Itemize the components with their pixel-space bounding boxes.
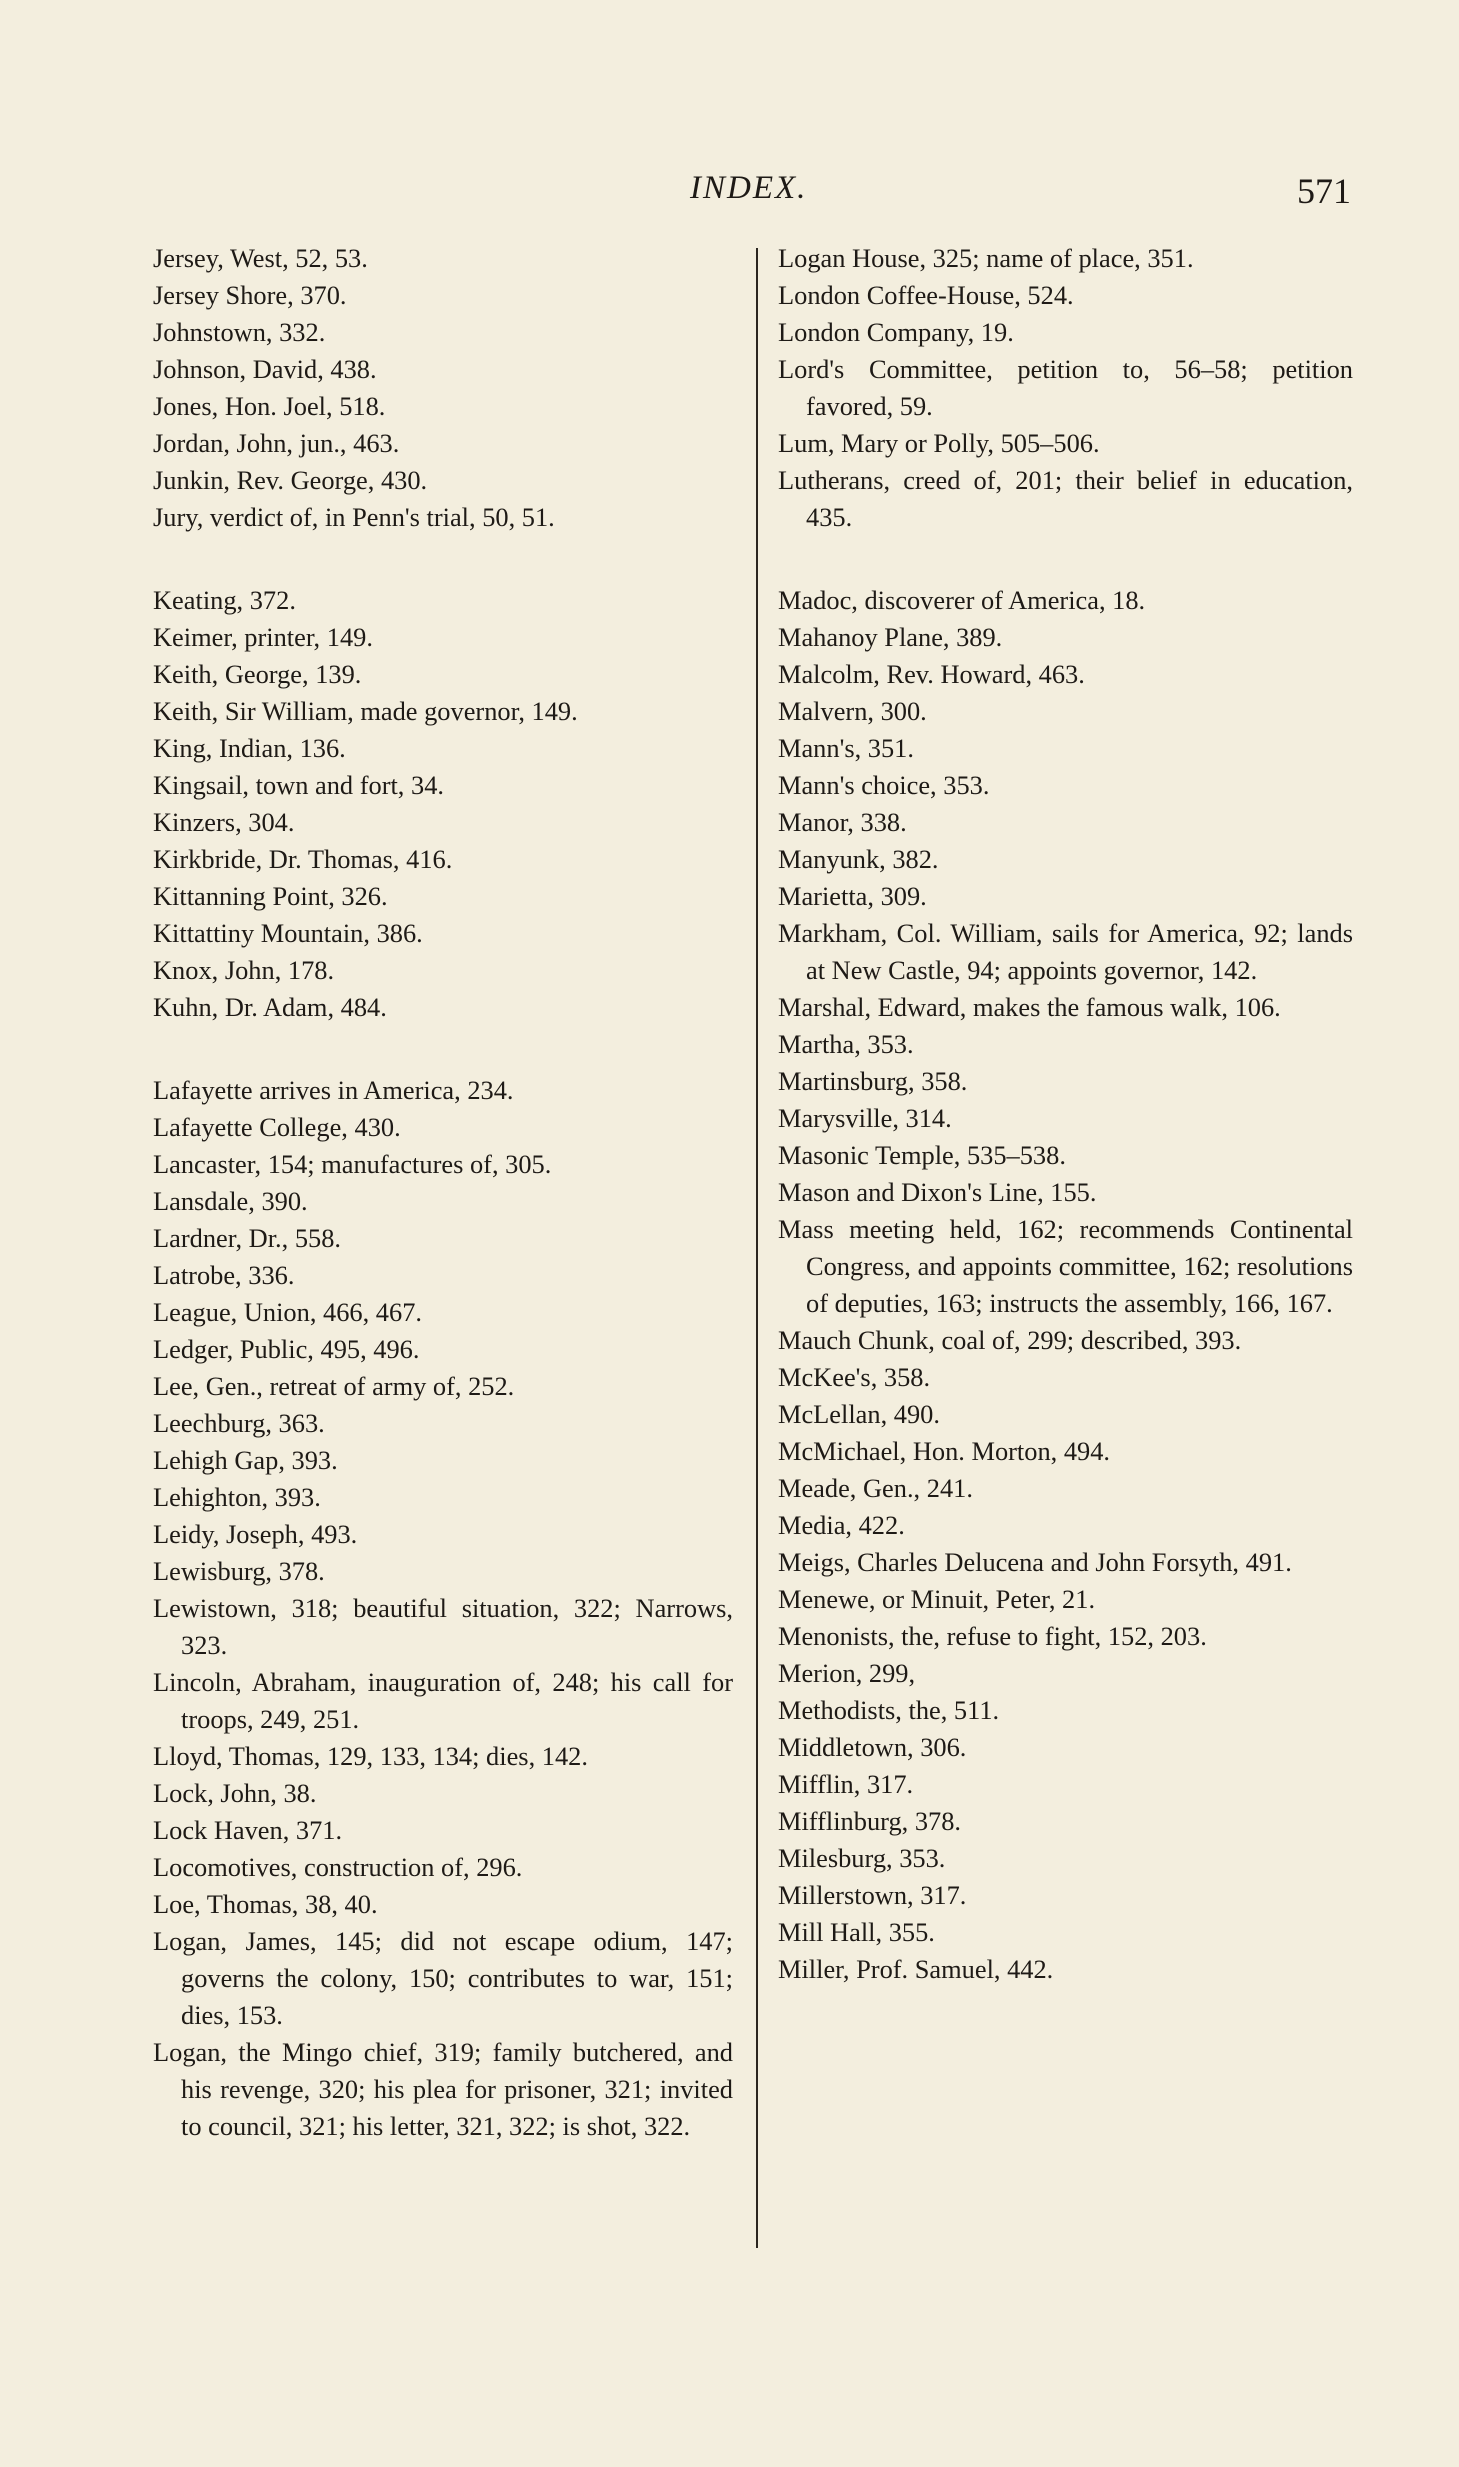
index-entry: Keith, Sir William, made governor, 149. bbox=[153, 696, 578, 726]
index-entry: Keating, 372. bbox=[153, 585, 296, 615]
index-entry: Keimer, printer, 149. bbox=[153, 622, 373, 652]
index-entry: Lum, Mary or Polly, 505–506. bbox=[778, 428, 1100, 458]
index-entry: Mahanoy Plane, 389. bbox=[778, 622, 1003, 652]
index-entry: Lehigh Gap, 393. bbox=[153, 1445, 338, 1475]
index-entry: Millerstown, 317. bbox=[778, 1880, 967, 1910]
index-entry: Lock Haven, 371. bbox=[153, 1815, 343, 1845]
index-entry: Lehighton, 393. bbox=[153, 1482, 321, 1512]
index-entry: Middletown, 306. bbox=[778, 1732, 967, 1762]
index-entry: Lincoln, Abraham, inauguration of, 248; his call for troops, 249, 251. bbox=[153, 1667, 733, 1734]
index-entry: Malvern, 300. bbox=[778, 696, 927, 726]
index-section bbox=[778, 582, 1353, 1988]
index-entry: Martha, 353. bbox=[778, 1029, 914, 1059]
index-entry: Mifflin, 317. bbox=[778, 1769, 914, 1799]
index-entry: Kuhn, Dr. Adam, 484. bbox=[153, 992, 387, 1022]
index-entry: Latrobe, 336. bbox=[153, 1260, 295, 1290]
index-entry: Jersey Shore, 370. bbox=[153, 280, 347, 310]
index-entry: Manor, 338. bbox=[778, 807, 907, 837]
index-entry: Malcolm, Rev. Howard, 463. bbox=[778, 659, 1085, 689]
index-entry: Martinsburg, 358. bbox=[778, 1066, 968, 1096]
index-entry: Locomotives, construction of, 296. bbox=[153, 1852, 523, 1882]
index-entry: Mifflinburg, 378. bbox=[778, 1806, 962, 1836]
index-entry: Mason and Dixon's Line, 155. bbox=[778, 1177, 1097, 1207]
index-entry: Johnson, David, 438. bbox=[153, 354, 377, 384]
index-entry: Miller, Prof. Samuel, 442. bbox=[778, 1954, 1054, 1984]
index-entry: Jordan, John, jun., 463. bbox=[153, 428, 400, 458]
index-entry: Lutherans, creed of, 201; their belief in education, 435. bbox=[778, 465, 1353, 532]
index-entry: Junkin, Rev. George, 430. bbox=[153, 465, 428, 495]
index-entry: Mann's choice, 353. bbox=[778, 770, 990, 800]
index-entry: Mill Hall, 355. bbox=[778, 1917, 935, 1947]
index-entry: Kinzers, 304. bbox=[153, 807, 295, 837]
index-entry: Markham, Col. William, sails for America, 92; lands at New Castle, 94; appoints governor, 142. bbox=[778, 918, 1353, 985]
index-entry: Logan, the Mingo chief, 319; family butchered, and his revenge, 320; his plea for prisoner, 321; invited to council, 321; his letter, 321, 322; is shot, 322. bbox=[153, 2037, 733, 2141]
index-entry: Masonic Temple, 535–538. bbox=[778, 1140, 1066, 1170]
index-entry: McLellan, 490. bbox=[778, 1399, 940, 1429]
index-entry: Mann's, 351. bbox=[778, 733, 914, 763]
index-entry: League, Union, 466, 467. bbox=[153, 1297, 422, 1327]
index-section bbox=[153, 582, 733, 1026]
index-entry: Johnstown, 332. bbox=[153, 317, 326, 347]
page-number: 571 bbox=[1297, 171, 1351, 211]
index-entry: Media, 422. bbox=[778, 1510, 905, 1540]
index-entry: Mauch Chunk, coal of, 299; described, 393. bbox=[778, 1325, 1242, 1355]
index-entry: Marshal, Edward, makes the famous walk, 106. bbox=[778, 992, 1281, 1022]
index-section bbox=[153, 240, 733, 536]
column-divider bbox=[756, 248, 758, 2248]
index-entry: Mass meeting held, 162; recommends Continental Congress, and appoints committee, 162; resolutions of deputies, 163; instructs the assembly, 166, 167. bbox=[778, 1214, 1353, 1318]
index-entry: Lancaster, 154; manufactures of, 305. bbox=[153, 1149, 552, 1179]
index-entry: Ledger, Public, 495, 496. bbox=[153, 1334, 420, 1364]
index-entry: Jones, Hon. Joel, 518. bbox=[153, 391, 386, 421]
index-entry: Marietta, 309. bbox=[778, 881, 927, 911]
index-entry: Lewistown, 318; beautiful situation, 322; Narrows, 323. bbox=[153, 1593, 733, 1660]
index-entry: Lewisburg, 378. bbox=[153, 1556, 325, 1586]
index-section bbox=[153, 1072, 733, 2145]
index-entry: London Company, 19. bbox=[778, 317, 1014, 347]
index-entry: Milesburg, 353. bbox=[778, 1843, 946, 1873]
index-entry: London Coffee-House, 524. bbox=[778, 280, 1074, 310]
index-entry: Methodists, the, 511. bbox=[778, 1695, 1000, 1725]
index-entry: Lord's Committee, petition to, 56–58; petition favored, 59. bbox=[778, 354, 1353, 421]
index-entry: Lloyd, Thomas, 129, 133, 134; dies, 142. bbox=[153, 1741, 588, 1771]
index-entry: Jury, verdict of, in Penn's trial, 50, 51. bbox=[153, 502, 555, 532]
index-entry: Kittanning Point, 326. bbox=[153, 881, 388, 911]
index-entry: Lafayette arrives in America, 234. bbox=[153, 1075, 514, 1105]
index-entry: Lardner, Dr., 558. bbox=[153, 1223, 342, 1253]
index-entry: Keith, George, 139. bbox=[153, 659, 362, 689]
index-entry: Knox, John, 178. bbox=[153, 955, 335, 985]
index-entry: Menewe, or Minuit, Peter, 21. bbox=[778, 1584, 1096, 1614]
index-entry: Kittattiny Mountain, 386. bbox=[153, 918, 423, 948]
index-entry: Loe, Thomas, 38, 40. bbox=[153, 1889, 378, 1919]
index-entry: Logan House, 325; name of place, 351. bbox=[778, 243, 1194, 273]
index-entry: Madoc, discoverer of America, 18. bbox=[778, 585, 1146, 615]
index-entry: Lock, John, 38. bbox=[153, 1778, 317, 1808]
index-entry: King, Indian, 136. bbox=[153, 733, 346, 763]
index-entry: Menonists, the, refuse to fight, 152, 203. bbox=[778, 1621, 1207, 1651]
index-entry: Lansdale, 390. bbox=[153, 1186, 308, 1216]
index-entry: Kingsail, town and fort, 34. bbox=[153, 770, 444, 800]
index-entry: Jersey, West, 52, 53. bbox=[153, 243, 368, 273]
index-entry: Meade, Gen., 241. bbox=[778, 1473, 973, 1503]
index-entry: McMichael, Hon. Morton, 494. bbox=[778, 1436, 1111, 1466]
running-title: INDEX. bbox=[690, 170, 808, 206]
index-entry: Merion, 299, bbox=[778, 1658, 916, 1688]
index-entry: Marysville, 314. bbox=[778, 1103, 952, 1133]
index-entry: Lafayette College, 430. bbox=[153, 1112, 401, 1142]
index-entry: Leechburg, 363. bbox=[153, 1408, 325, 1438]
index-column-left bbox=[153, 240, 733, 2191]
index-entry: Leidy, Joseph, 493. bbox=[153, 1519, 358, 1549]
index-column-right bbox=[778, 240, 1353, 2034]
index-entry: Logan, James, 145; did not escape odium, 147; governs the colony, 150; contributes to war, 151; dies, 153. bbox=[153, 1926, 733, 2030]
page-header bbox=[0, 170, 1459, 222]
index-entry: Lee, Gen., retreat of army of, 252. bbox=[153, 1371, 515, 1401]
index-section bbox=[778, 240, 1353, 536]
index-entry: Kirkbride, Dr. Thomas, 416. bbox=[153, 844, 453, 874]
index-entry: Manyunk, 382. bbox=[778, 844, 939, 874]
index-entry: Meigs, Charles Delucena and John Forsyth, 491. bbox=[778, 1547, 1292, 1577]
index-entry: McKee's, 358. bbox=[778, 1362, 931, 1392]
